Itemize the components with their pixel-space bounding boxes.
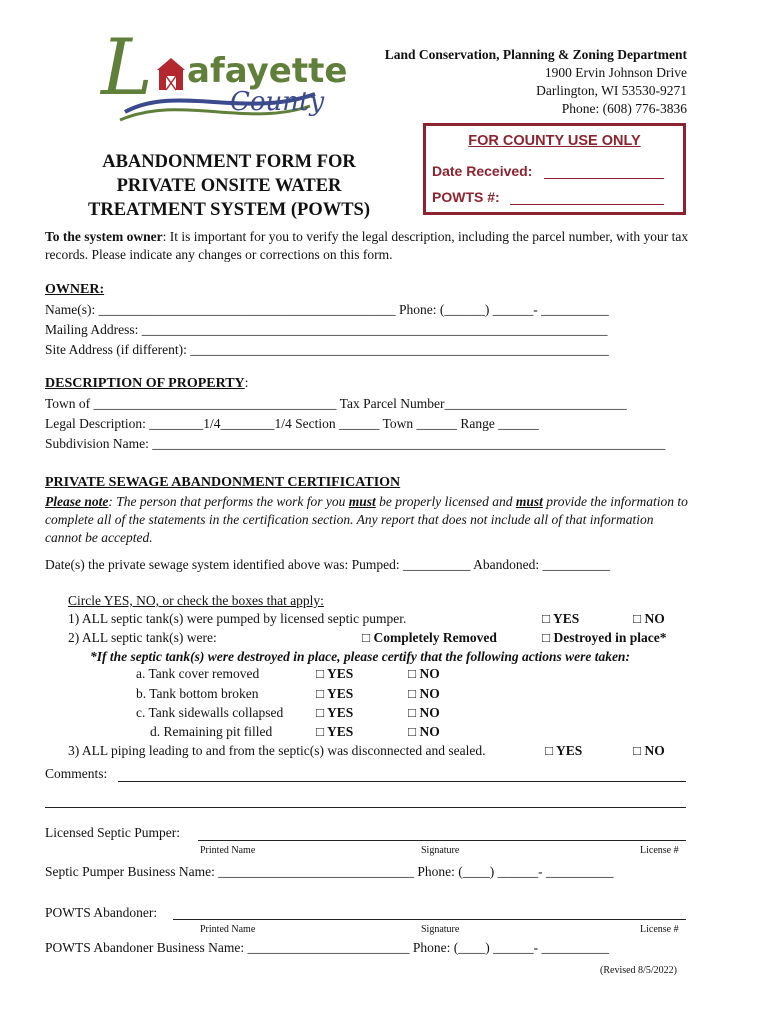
site-address-field[interactable]: Site Address (if different): ______________________________________________________________ <box>45 342 609 357</box>
logo-word-county: County <box>230 87 325 117</box>
note-label: Please note <box>45 494 109 509</box>
item-b-label: b. Tank bottom broken <box>136 686 259 701</box>
mailing-address-field[interactable]: Mailing Address: _____________________________________________________________________ <box>45 322 608 337</box>
powts-number-label: POWTS #: <box>432 189 500 205</box>
comments-label: Comments: <box>45 766 108 781</box>
county-use-box <box>423 123 686 215</box>
comments-line-1[interactable] <box>118 781 686 782</box>
intro-lead: To the system owner <box>45 229 163 244</box>
department-header <box>385 46 687 118</box>
q1-no-checkbox[interactable]: □ NO <box>633 611 665 626</box>
abandoner-printed-name-caption: Printed Name <box>200 924 256 935</box>
certification-note <box>45 493 690 547</box>
intro-paragraph <box>45 228 690 264</box>
pumper-printed-name-caption: Printed Name <box>200 845 256 856</box>
pumper-signature-caption: Signature <box>421 845 460 856</box>
q3-no-checkbox[interactable]: □ NO <box>633 743 665 758</box>
address-line-2: Darlington, WI 53530-9271 <box>536 83 687 98</box>
pumper-license-caption: License # <box>640 845 679 856</box>
item-d-yes-checkbox[interactable]: □ YES <box>316 724 354 739</box>
abandoner-business-field[interactable]: POWTS Abandoner Business Name: ________________________ Phone: (____) ______- __________ <box>45 940 609 955</box>
item-a-no-checkbox[interactable]: □ NO <box>408 666 440 681</box>
item-d-no-checkbox[interactable]: □ NO <box>408 724 440 739</box>
owner-heading: OWNER: <box>45 282 105 297</box>
question-3: 3) ALL piping leading to and from the septic(s) was disconnected and sealed. <box>68 743 486 758</box>
abandoner-license-caption: License # <box>640 924 679 935</box>
must-2: must <box>515 494 543 509</box>
powts-number-line[interactable] <box>510 204 664 205</box>
pumper-business-field[interactable]: Septic Pumper Business Name: _____________________________ Phone: (____) ______- __________ <box>45 864 614 879</box>
form-title-line-3: TREATMENT SYSTEM (POWTS) <box>88 200 370 220</box>
comments-line-2[interactable] <box>45 807 686 808</box>
question-2: 2) ALL septic tank(s) were: <box>68 630 217 645</box>
completely-removed-checkbox[interactable]: □ Completely Removed <box>362 630 497 645</box>
item-b-yes-checkbox[interactable]: □ YES <box>316 686 354 701</box>
q1-yes-checkbox[interactable]: □ YES <box>542 611 580 626</box>
licensed-pumper-line[interactable] <box>198 840 686 841</box>
property-heading-colon: : <box>244 376 249 391</box>
item-c-label: c. Tank sidewalls collapsed <box>136 705 284 720</box>
item-c-yes-checkbox[interactable]: □ YES <box>316 705 354 720</box>
department-name: Land Conservation, Planning & Zoning Department <box>384 47 687 62</box>
item-d-label: d. Remaining pit filled <box>150 724 273 739</box>
owner-names-field[interactable]: Name(s): ____________________________________________ Phone: (______) ______- __________ <box>45 302 609 317</box>
destroyed-in-place-checkbox[interactable]: □ Destroyed in place* <box>542 630 667 645</box>
abandoner-signature-caption: Signature <box>421 924 460 935</box>
circle-instructions: Circle YES, NO, or check the boxes that apply: <box>68 593 324 608</box>
form-title <box>44 150 414 222</box>
pumped-abandoned-dates-field[interactable]: Date(s) the private sewage system identified above was: Pumped: __________ Abandoned: __________ <box>45 557 611 572</box>
item-a-yes-checkbox[interactable]: □ YES <box>316 666 354 681</box>
intro-text: : It is important for you to verify the legal description, including the parcel number, with your tax records. Please indicate any changes or corrections on this form. <box>45 229 689 262</box>
subdivision-field[interactable]: Subdivision Name: ____________________________________________________________________________ <box>45 436 666 451</box>
lafayette-county-logo <box>95 23 348 130</box>
form-title-line-2: PRIVATE ONSITE WATER <box>116 176 342 196</box>
abandoner-line[interactable] <box>173 919 686 920</box>
abandoner-label: POWTS Abandoner: <box>45 905 158 920</box>
revision-date: (Revised 8/5/2022) <box>600 965 677 976</box>
legal-description-field[interactable]: Legal Description: ________1/4________1/4 Section ______ Town ______ Range ______ <box>45 416 539 431</box>
date-received-label: Date Received: <box>432 163 533 179</box>
must-1: must <box>348 494 376 509</box>
q3-yes-checkbox[interactable]: □ YES <box>545 743 583 758</box>
note-text-c: provide the information to complete all of the statements in the certification section. Any report that does not include all of that information cannot be accepted. <box>45 494 688 545</box>
certification-heading: PRIVATE SEWAGE ABANDONMENT CERTIFICATION <box>45 475 401 490</box>
licensed-pumper-label: Licensed Septic Pumper: <box>45 825 180 840</box>
town-parcel-field[interactable]: Town of ____________________________________ Tax Parcel Number___________________________ <box>45 396 627 411</box>
logo-word-afayette: afayette <box>187 51 348 91</box>
property-heading-row <box>45 376 249 392</box>
destroyed-note: *If the septic tank(s) were destroyed in place, please certify that the following actions were taken: <box>90 649 630 664</box>
note-text-a: : The person that performs the work for you <box>108 494 349 509</box>
address-line-1: 1900 Ervin Johnson Drive <box>544 65 687 80</box>
question-1: 1) ALL septic tank(s) were pumped by licensed septic pumper. <box>68 611 407 626</box>
department-phone: Phone: (608) 776-3836 <box>561 101 687 116</box>
item-b-no-checkbox[interactable]: □ NO <box>408 686 440 701</box>
logo-letter-l: L <box>101 23 153 113</box>
form-title-line-1: ABANDONMENT FORM FOR <box>102 152 356 172</box>
date-received-line[interactable] <box>544 178 664 179</box>
note-text-b: be properly licensed and <box>375 494 516 509</box>
county-use-title: FOR COUNTY USE ONLY <box>468 133 641 149</box>
barn-icon <box>157 58 185 90</box>
item-a-label: a. Tank cover removed <box>136 666 260 681</box>
property-heading: DESCRIPTION OF PROPERTY <box>45 376 245 391</box>
item-c-no-checkbox[interactable]: □ NO <box>408 705 440 720</box>
